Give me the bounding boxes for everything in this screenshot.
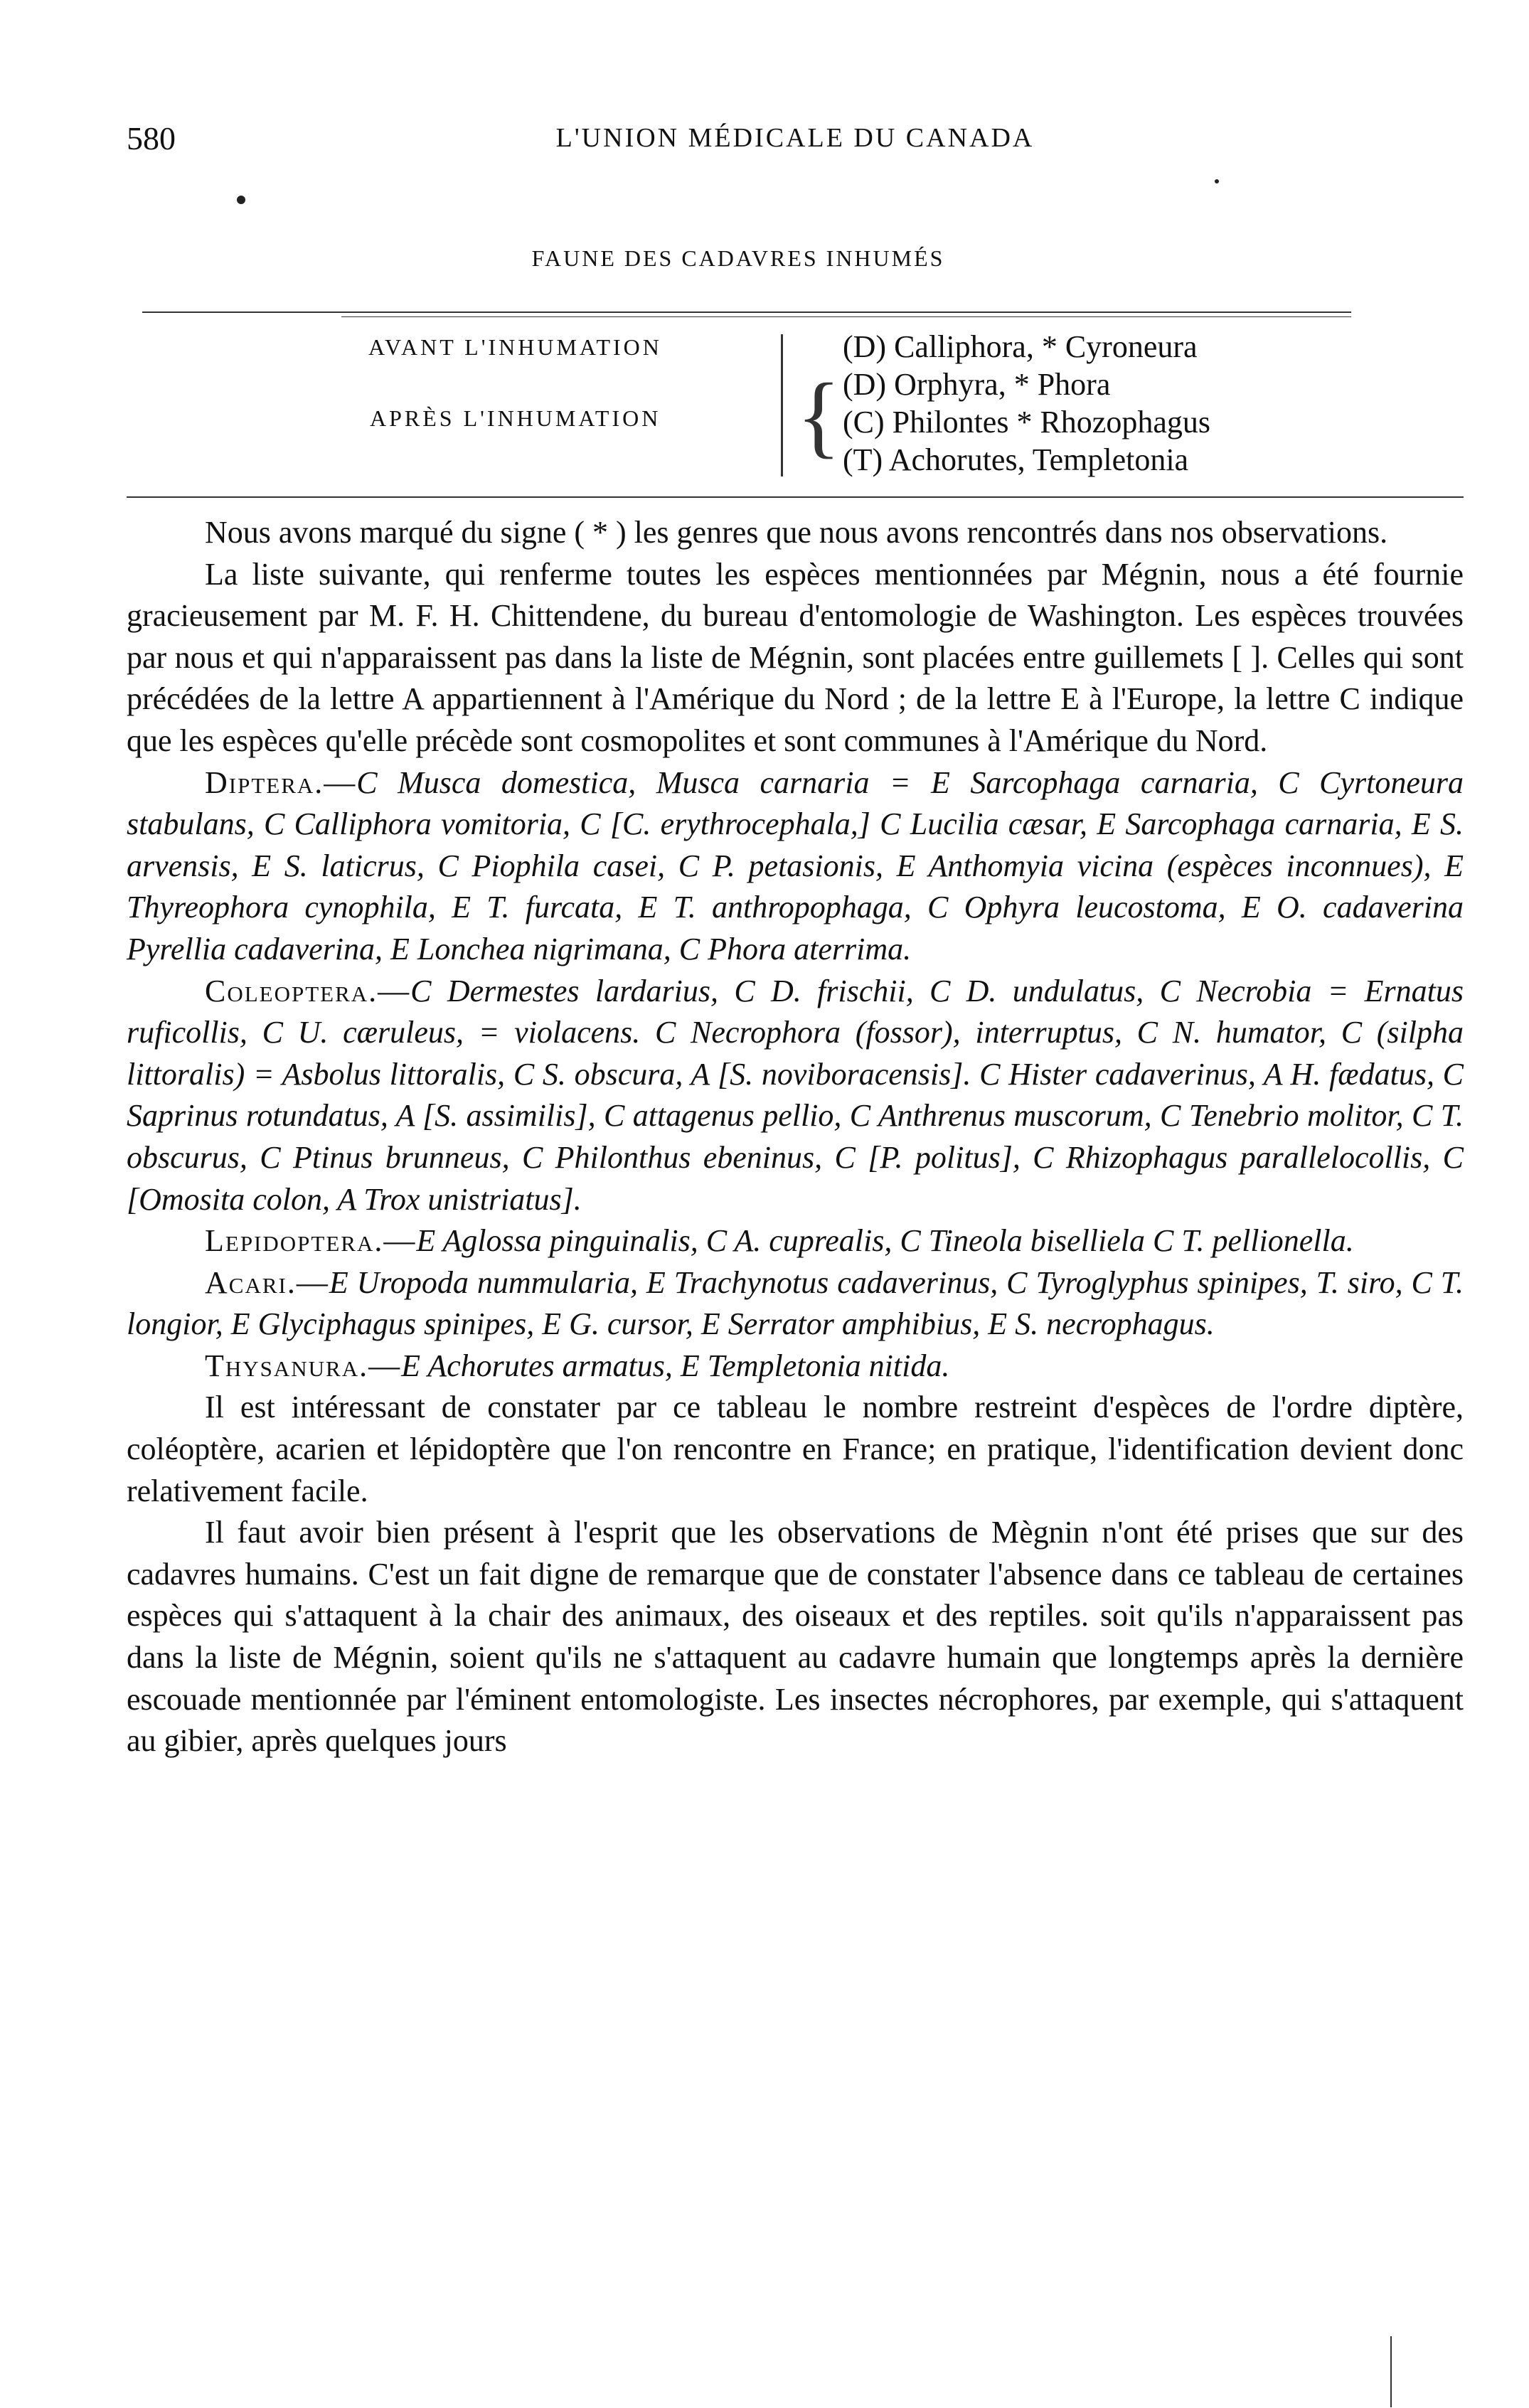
before-burial-label: AVANT L'INHUMATION: [368, 334, 662, 360]
species-list-diptera: [127, 762, 1464, 971]
species-list-thysanura: [127, 1346, 1464, 1387]
species-list: C Musca domestica, Musca carnaria = E Sarcophaga carnaria, C Cyrtoneura stabulans, C Calliphora vomitoria, C [C. erythrocephala,] C Lucilia cæsar, E Sarcophaga carnaria, E S. arvensis, E S. laticrus, C Piophila casei, C P. petasionis, E Anthomyia vicina (espèces inconnues), E Thyreophora cynophila, E T. furcata, E T. anthropophaga, C Ophyra leucostoma, E O. cadaverina Pyrellia cadaverina, E Lonchea nigrimana, C Phora aterrima.: [127, 765, 1464, 966]
table-entry: (C) Philontes * Rhozophagus: [843, 405, 1210, 439]
after-burial-label: APRÈS L'INHUMATION: [370, 405, 661, 431]
species-list: E Achorutes armatus, E Templetonia nitida.: [401, 1348, 950, 1383]
ink-speck: [1215, 179, 1219, 183]
journal-title: L'UNION MÉDICALE DU CANADA: [555, 123, 1035, 153]
table-entry: (T) Achorutes, Templetonia: [843, 442, 1189, 477]
page-number: 580: [127, 120, 176, 156]
grouping-brace: {: [797, 365, 841, 467]
paragraph: Il est intéressant de constater par ce tableau le nombre restreint d'espèces de l'ordre diptère, coléoptère, acarien et lépidoptère que l'on rencontre en France; en pratique, l'identification devient donc relativement facile.: [127, 1390, 1464, 1508]
margin-line: [1390, 2336, 1392, 2407]
order-label: Lepidoptera.—: [205, 1223, 417, 1259]
order-label: Diptera.—: [205, 765, 357, 800]
table-column-divider: [781, 334, 783, 476]
table-entry: (D) Orphyra, * Phora: [843, 367, 1111, 402]
table-entry: (D) Calliphora, * Cyroneura: [843, 329, 1198, 364]
article-body: [127, 512, 1464, 1762]
ink-speck: [237, 196, 245, 204]
paragraph: Nous avons marqué du signe ( * ) les genres que nous avons rencontrés dans nos observations.: [205, 515, 1388, 550]
species-list: E Uropoda nummularia, E Trachynotus cadaverinus, C Tyroglyphus spinipes, T. siro, C T. longior, E Glyciphagus spinipes, E G. cursor, E Serrator amphibius, E S. necrophagus.: [127, 1264, 1464, 1342]
table-title: FAUNE DES CADAVRES INHUMÉS: [531, 245, 945, 271]
species-list: E Aglossa pinguinalis, C A. cuprealis, C Tineola biselliela C T. pellionella.: [416, 1223, 1354, 1259]
page-header: [127, 119, 1464, 169]
species-list: C Dermestes lardarius, C D. frischii, C D. undulatus, C Necrobia = Ernatus ruficollis, C U. cæruleus, = violacens. C Necrophora (fossor), interruptus, C N. humator, C (silpha littoralis) = Asbolus littoralis, C S. obscura, A [S. noviboracensis]. C Hister cadaverinus, A H. fædatus, C Saprinus rotundatus, A [S. assimilis], C attagenus pellio, C Anthrenus muscorum, C Tenebrio molitor, C T. obscurus, C Ptinus brunneus, C Philonthus ebeninus, C [P. politus], C Rhizophagus parallelocollis, C [Omosita colon, A Trox unistriatus].: [127, 973, 1464, 1217]
order-label: Acari.—: [205, 1264, 329, 1300]
order-label: Thysanura.—: [205, 1348, 402, 1383]
table-top-rule-secondary: [341, 316, 1351, 317]
table-top-rule: [142, 311, 1351, 313]
species-list-coleoptera: [127, 971, 1464, 1221]
species-list-lepidoptera: [127, 1220, 1464, 1262]
paragraph: La liste suivante, qui renferme toutes les espèces mentionnées par Mégnin, nous a été fournie gracieusement par M. F. H. Chittendene, du bureau d'entomologie de Washington. Les espèces trouvées par nous et qui n'apparaissent pas dans la liste de Mégnin, sont placées entre guillemets [ ]. Celles qui sont précédées de la lettre A appartiennent à l'Amérique du Nord ; de la lettre E à l'Europe, la lettre C indique que les espèces qu'elle précède sont cosmopolites et sont communes à l'Amérique du Nord.: [127, 556, 1464, 758]
paragraph: Il faut avoir bien présent à l'esprit que les observations de Mègnin n'ont été prises que sur des cadavres humains. C'est un fait digne de remarque que de constater l'absence dans ce tableau de certaines espèces qui s'attaquent à la chair des animaux, des oiseaux et des reptiles. soit qu'ils n'apparaissent pas dans la liste de Mégnin, soient qu'ils ne s'attaquent au cadavre humain que longtemps après la dernière escouade mentionnée par l'éminent entomologiste. Les insectes nécrophores, par exemple, qui s'attaquent au gibier, après quelques jours: [127, 1515, 1464, 1759]
species-list-acari: [127, 1262, 1464, 1346]
order-label: Coleoptera.—: [205, 973, 411, 1008]
table-bottom-rule: [127, 496, 1464, 498]
